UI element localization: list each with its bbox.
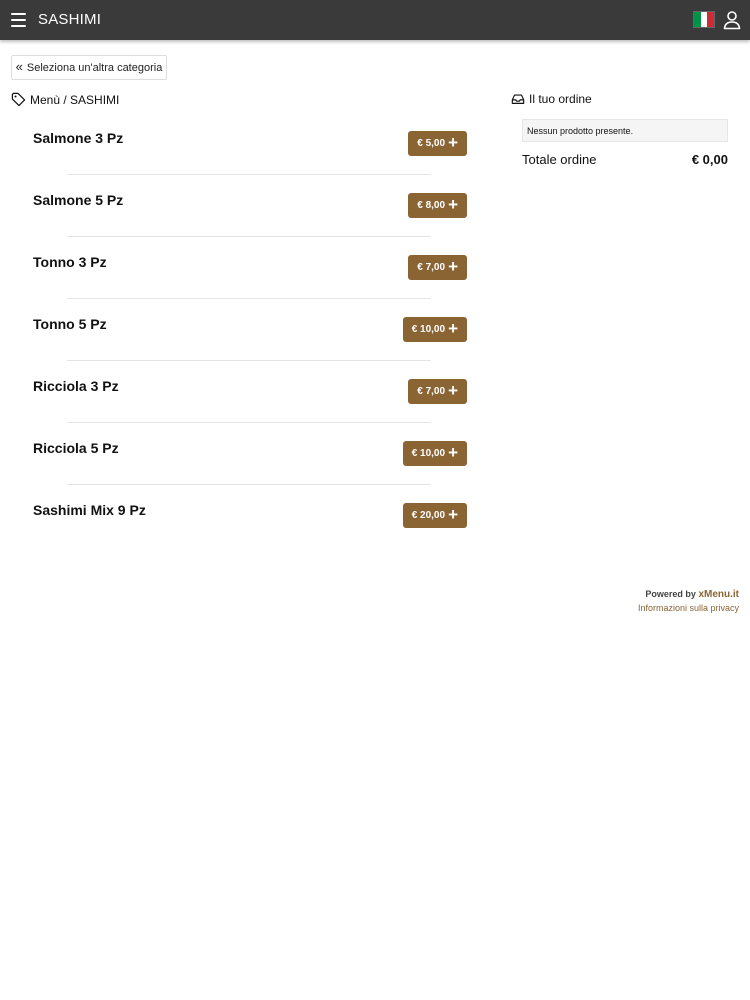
back-button-label: Seleziona un'altra categoria — [26, 61, 163, 74]
product-item — [11, 174, 481, 236]
product-price: € 8,00 — [417, 200, 446, 211]
select-other-category-button[interactable] — [11, 55, 167, 80]
product-item — [11, 360, 481, 422]
plus-icon: + — [448, 195, 458, 214]
privacy-link[interactable]: Informazioni sulla privacy — [637, 603, 739, 613]
product-name: Ricciola 3 Pz — [33, 378, 119, 394]
add-to-order-button[interactable] — [408, 255, 467, 280]
product-item — [11, 484, 481, 546]
powered-prefix: Powered by — [645, 589, 696, 599]
add-to-order-button[interactable] — [408, 131, 467, 156]
product-price: € 7,00 — [417, 386, 446, 397]
product-item — [11, 422, 481, 484]
plus-icon: + — [448, 257, 458, 276]
product-name: Salmone 3 Pz — [33, 130, 124, 146]
product-item — [11, 236, 481, 298]
product-list — [11, 112, 481, 546]
plus-icon: + — [448, 505, 458, 524]
breadcrumb-text: Menù / SASHIMI — [30, 92, 120, 107]
plus-icon: + — [448, 133, 458, 152]
order-header — [511, 92, 592, 106]
add-to-order-button[interactable] — [408, 193, 467, 218]
top-bar — [0, 0, 750, 40]
product-price: € 10,00 — [411, 448, 446, 459]
add-to-order-button[interactable] — [403, 317, 467, 342]
order-total-label: Totale ordine — [522, 152, 597, 167]
page-title: SASHIMI — [38, 11, 102, 28]
brand-link[interactable]: xMenu.it — [698, 589, 739, 600]
product-name: Salmone 5 Pz — [33, 192, 124, 208]
add-to-order-button[interactable] — [403, 441, 467, 466]
product-item — [11, 112, 481, 174]
plus-icon: + — [448, 443, 458, 462]
add-to-order-button[interactable] — [403, 503, 467, 528]
product-price: € 10,00 — [411, 324, 446, 335]
add-to-order-button[interactable] — [408, 379, 467, 404]
product-name: Ricciola 5 Pz — [33, 440, 119, 456]
product-price: € 20,00 — [411, 510, 446, 521]
plus-icon: + — [448, 319, 458, 338]
product-name: Sashimi Mix 9 Pz — [33, 502, 146, 518]
order-total-value: € 0,00 — [691, 152, 728, 167]
product-name: Tonno 3 Pz — [33, 254, 107, 270]
order-empty-message: Nessun prodotto presente. — [522, 119, 728, 142]
product-item — [11, 298, 481, 360]
inbox-icon — [511, 92, 525, 106]
product-name: Tonno 5 Pz — [33, 316, 107, 332]
product-price: € 7,00 — [417, 262, 446, 273]
double-chevron-left-icon: « — [15, 59, 23, 74]
breadcrumb — [11, 92, 119, 107]
italian-flag-icon[interactable] — [693, 11, 715, 28]
order-title: Il tuo ordine — [529, 92, 592, 106]
tag-icon — [11, 92, 26, 107]
user-icon[interactable] — [722, 10, 742, 30]
plus-icon: + — [448, 381, 458, 400]
product-price: € 5,00 — [417, 138, 446, 149]
powered-by — [645, 589, 739, 600]
hamburger-icon[interactable] — [11, 13, 26, 27]
